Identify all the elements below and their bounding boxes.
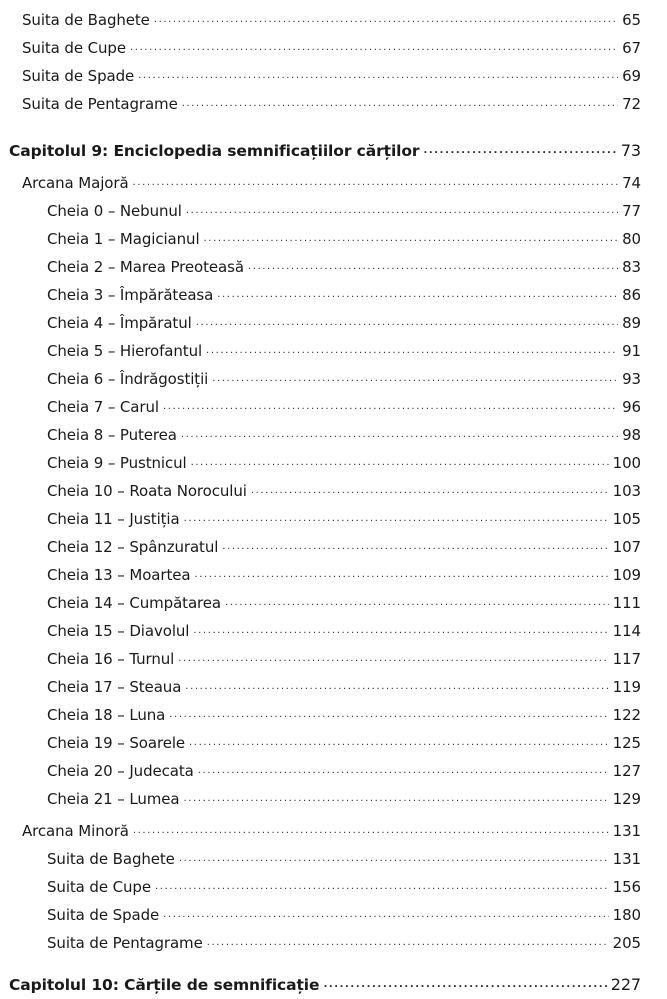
toc-page-number: 72 bbox=[622, 95, 641, 113]
dot-leader bbox=[178, 653, 608, 665]
toc-subentry bbox=[47, 474, 641, 500]
dot-leader bbox=[130, 42, 618, 54]
toc-subentry bbox=[47, 926, 641, 952]
toc-subentry bbox=[47, 306, 641, 332]
toc-page-number: 98 bbox=[622, 426, 641, 444]
toc-entry-title: Cheia 8 – Puterea bbox=[47, 426, 177, 444]
toc-entry bbox=[22, 814, 641, 840]
toc-subentry bbox=[47, 362, 641, 388]
toc-chapter-title: Capitolul 9: Enciclopedia semnificațiilor cărților bbox=[9, 142, 420, 160]
dot-leader bbox=[198, 765, 609, 777]
toc-entry-title: Suita de Pentagrame bbox=[47, 934, 203, 952]
toc-entry-title: Cheia 18 – Luna bbox=[47, 706, 166, 724]
toc-page-number: 119 bbox=[612, 678, 641, 696]
toc-page-number: 96 bbox=[622, 398, 641, 416]
toc-subentry bbox=[47, 418, 641, 444]
toc-page-number: 205 bbox=[612, 934, 641, 952]
toc-page-number: 107 bbox=[612, 538, 641, 556]
toc-page-number: 180 bbox=[612, 906, 641, 924]
toc-entry-title: Suita de Pentagrame bbox=[22, 95, 178, 113]
toc-page-number: 91 bbox=[622, 342, 641, 360]
toc-subentry bbox=[47, 502, 641, 528]
dot-leader bbox=[225, 597, 609, 609]
dot-leader bbox=[138, 70, 618, 82]
toc-entry-title: Cheia 16 – Turnul bbox=[47, 650, 175, 668]
dot-leader bbox=[181, 429, 618, 441]
toc-page-number: 117 bbox=[612, 650, 641, 668]
toc-subentry bbox=[47, 194, 641, 220]
dot-leader bbox=[189, 737, 609, 749]
toc-entry-title: Cheia 20 – Judecata bbox=[47, 762, 194, 780]
toc-entry-title: Suita de Spade bbox=[22, 67, 135, 85]
toc-page-number: 105 bbox=[612, 510, 641, 528]
toc-chapter-title: Capitolul 10: Cărțile de semnificație bbox=[9, 976, 320, 994]
dot-leader bbox=[169, 709, 608, 721]
toc-entry-title: Cheia 3 – Împărăteasa bbox=[47, 286, 214, 304]
toc-entry-title: Cheia 14 – Cumpătarea bbox=[47, 594, 221, 612]
toc-entry-title: Cheia 10 – Roata Norocului bbox=[47, 482, 247, 500]
dot-leader bbox=[212, 373, 618, 385]
dot-leader bbox=[196, 317, 618, 329]
toc-entry bbox=[22, 87, 641, 113]
toc-subentry bbox=[47, 842, 641, 868]
toc-entry-title: Cheia 12 – Spânzuratul bbox=[47, 538, 219, 556]
toc-page-number: 125 bbox=[612, 734, 641, 752]
toc-entry-title: Suita de Cupe bbox=[22, 39, 126, 57]
toc-page-number: 93 bbox=[622, 370, 641, 388]
toc-entry-title: Cheia 13 – Moartea bbox=[47, 566, 191, 584]
dot-leader bbox=[191, 457, 609, 469]
toc-entry-title: Suita de Spade bbox=[47, 906, 160, 924]
dot-leader bbox=[154, 14, 618, 26]
toc-subentry bbox=[47, 334, 641, 360]
toc-page-number: 156 bbox=[612, 878, 641, 896]
toc-page-number: 109 bbox=[612, 566, 641, 584]
dot-leader bbox=[163, 909, 609, 921]
toc-subentry bbox=[47, 670, 641, 696]
toc-page-number: 127 bbox=[612, 762, 641, 780]
dot-leader bbox=[186, 205, 618, 217]
dot-leader bbox=[133, 825, 609, 837]
toc-entry-title: Cheia 19 – Soarele bbox=[47, 734, 186, 752]
toc-entry-title: Suita de Baghete bbox=[47, 850, 175, 868]
toc-subentry bbox=[47, 250, 641, 276]
toc-page-number: 65 bbox=[622, 11, 641, 29]
toc-page-number: 77 bbox=[622, 202, 641, 220]
toc-page-number: 73 bbox=[620, 141, 641, 160]
toc-entry-title: Cheia 17 – Steaua bbox=[47, 678, 182, 696]
toc-entry-title: Arcana Minoră bbox=[22, 822, 129, 840]
toc-page-number: 74 bbox=[622, 174, 641, 192]
dot-leader bbox=[185, 681, 608, 693]
toc-subentry bbox=[47, 446, 641, 472]
dot-leader bbox=[182, 98, 618, 110]
toc-subentry bbox=[47, 586, 641, 612]
toc-entry-title: Cheia 2 – Marea Preoteasă bbox=[47, 258, 244, 276]
toc-chapter-entry bbox=[9, 968, 641, 994]
toc-entry-title: Cheia 9 – Pustnicul bbox=[47, 454, 187, 472]
toc-entry-title: Cheia 1 – Magicianul bbox=[47, 230, 200, 248]
toc-entry bbox=[22, 59, 641, 85]
toc-subentry bbox=[47, 698, 641, 724]
dot-leader bbox=[323, 979, 606, 991]
dot-leader bbox=[207, 937, 609, 949]
toc-entry-title: Cheia 6 – Îndrăgostiții bbox=[47, 370, 209, 388]
toc-entry bbox=[22, 31, 641, 57]
dot-leader bbox=[217, 289, 618, 301]
dot-leader bbox=[423, 145, 616, 157]
toc-entry-title: Arcana Majoră bbox=[22, 174, 129, 192]
toc-subentry bbox=[47, 642, 641, 668]
dot-leader bbox=[204, 233, 619, 245]
toc-entry-title: Suita de Baghete bbox=[22, 11, 150, 29]
toc-entry-title: Cheia 11 – Justiția bbox=[47, 510, 180, 528]
toc-page-number: 131 bbox=[612, 850, 641, 868]
dot-leader bbox=[184, 793, 609, 805]
dot-leader bbox=[248, 261, 618, 273]
toc-page-number: 83 bbox=[622, 258, 641, 276]
dot-leader bbox=[133, 177, 619, 189]
toc-page-number: 111 bbox=[612, 594, 641, 612]
dot-leader bbox=[251, 485, 609, 497]
toc-entry bbox=[22, 166, 641, 192]
toc-subentry bbox=[47, 222, 641, 248]
toc-page-number: 67 bbox=[622, 39, 641, 57]
toc-page-number: 89 bbox=[622, 314, 641, 332]
toc-subentry bbox=[47, 782, 641, 808]
dot-leader bbox=[184, 513, 609, 525]
toc-entry bbox=[22, 3, 641, 29]
dot-leader bbox=[155, 881, 609, 893]
toc-page-number: 80 bbox=[622, 230, 641, 248]
toc-page-number: 100 bbox=[612, 454, 641, 472]
toc-subentry bbox=[47, 390, 641, 416]
toc-page-number: 122 bbox=[612, 706, 641, 724]
toc-subentry bbox=[47, 278, 641, 304]
toc-page-number: 69 bbox=[622, 67, 641, 85]
toc-page-number: 86 bbox=[622, 286, 641, 304]
toc-page-number: 129 bbox=[612, 790, 641, 808]
toc-chapter-entry bbox=[9, 134, 641, 160]
dot-leader bbox=[193, 625, 608, 637]
toc-entry-title: Suita de Cupe bbox=[47, 878, 151, 896]
toc-subentry bbox=[47, 558, 641, 584]
toc-entry-title: Cheia 4 – Împăratul bbox=[47, 314, 192, 332]
toc-page-number: 131 bbox=[612, 822, 641, 840]
dot-leader bbox=[163, 401, 618, 413]
dot-leader bbox=[206, 345, 618, 357]
toc-subentry bbox=[47, 754, 641, 780]
toc-entry-title: Cheia 21 – Lumea bbox=[47, 790, 180, 808]
toc-page-number: 227 bbox=[610, 975, 641, 994]
dot-leader bbox=[222, 541, 608, 553]
dot-leader bbox=[194, 569, 608, 581]
toc-page-number: 103 bbox=[612, 482, 641, 500]
dot-leader bbox=[179, 853, 609, 865]
toc-entry-title: Cheia 5 – Hierofantul bbox=[47, 342, 203, 360]
toc-subentry bbox=[47, 614, 641, 640]
toc-entry-title: Cheia 15 – Diavolul bbox=[47, 622, 190, 640]
toc-entry-title: Cheia 7 – Carul bbox=[47, 398, 159, 416]
toc-subentry bbox=[47, 898, 641, 924]
toc-entry-title: Cheia 0 – Nebunul bbox=[47, 202, 182, 220]
toc-subentry bbox=[47, 726, 641, 752]
toc-page-number: 114 bbox=[612, 622, 641, 640]
toc-subentry bbox=[47, 530, 641, 556]
toc-subentry bbox=[47, 870, 641, 896]
